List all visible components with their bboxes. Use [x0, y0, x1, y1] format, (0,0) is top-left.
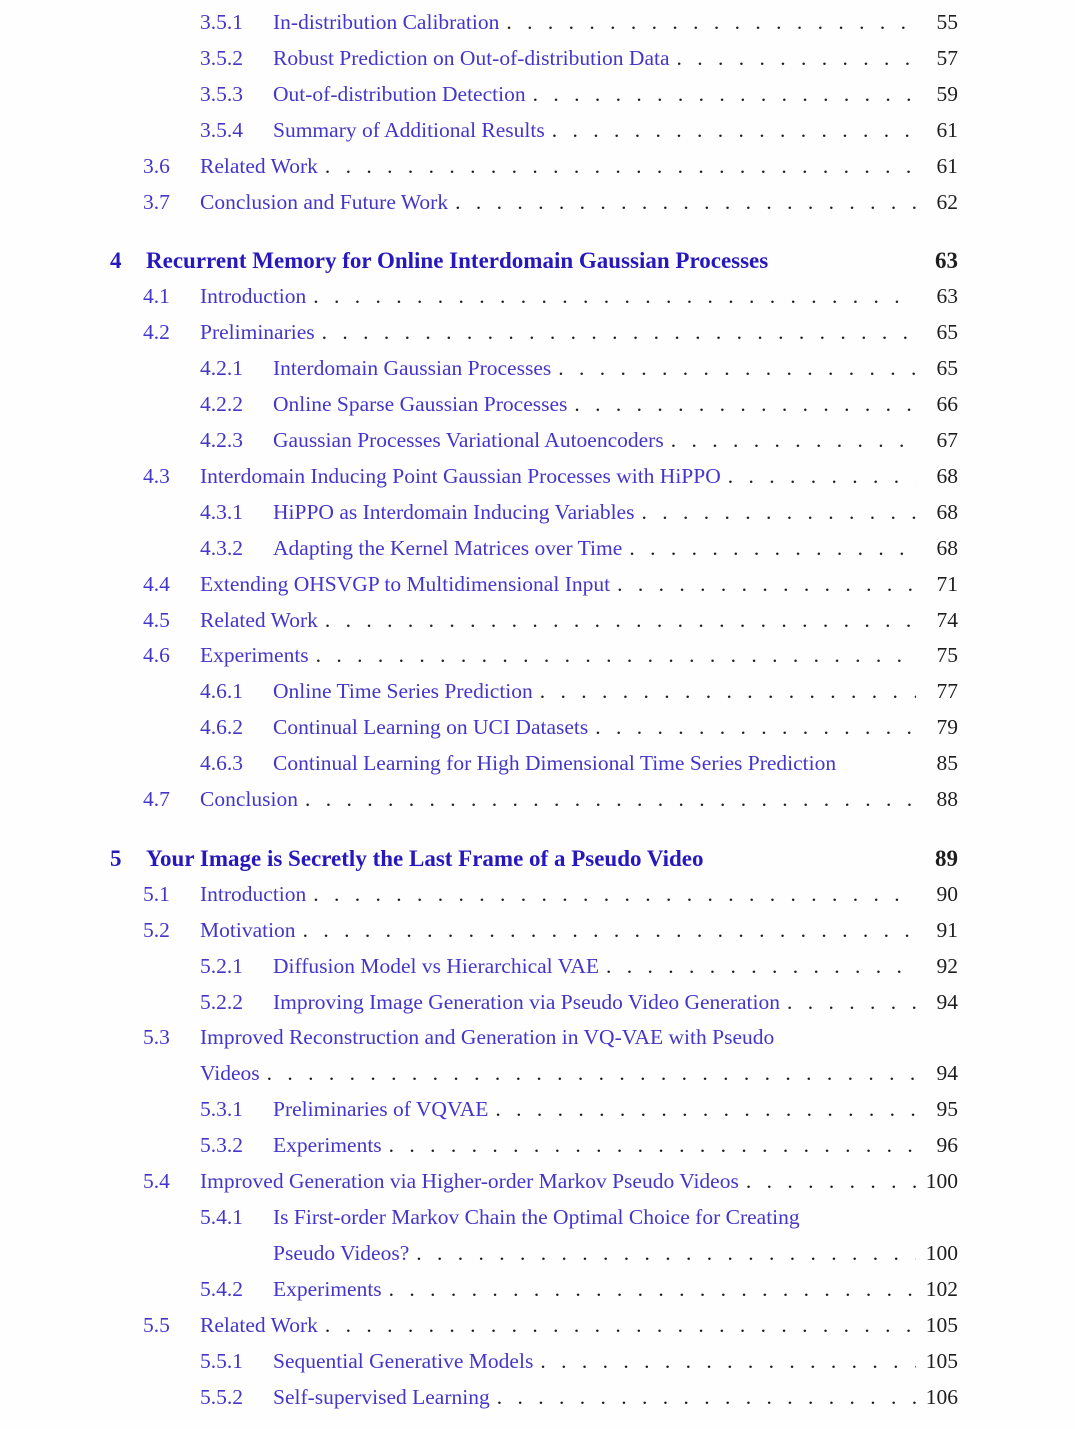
toc-entry-number[interactable]: 4.6.1 [200, 679, 243, 704]
toc-entry-number[interactable]: 4.3 [143, 463, 170, 488]
toc-entry-title[interactable]: Your Image is Secretly the Last Frame of a Pseudo Video [146, 845, 704, 871]
toc-entry-3.5.2 [110, 41, 958, 77]
dot-leader [313, 877, 916, 913]
toc-entry-title[interactable]: Diffusion Model vs Hierarchical VAE [273, 953, 600, 978]
toc-entry-title[interactable]: Continual Learning on UCI Datasets [273, 715, 589, 740]
toc-entry-title-continued[interactable]: Pseudo Videos? [273, 1240, 410, 1265]
toc-entry-title[interactable]: Experiments [200, 643, 309, 668]
toc-entry-number[interactable]: 5.1 [143, 881, 170, 906]
toc-entry-page: 96 [936, 1133, 958, 1158]
toc-entry-title[interactable]: Experiments [273, 1276, 382, 1301]
toc-entry-number[interactable]: 5.2.1 [200, 953, 243, 978]
dot-leader [325, 149, 916, 185]
toc-entry-number[interactable]: 4.2.1 [200, 356, 243, 381]
toc-entry-number[interactable]: 3.5.3 [200, 81, 243, 106]
toc-entry-page: 68 [936, 535, 958, 560]
toc-entry-5.5 [110, 1308, 958, 1344]
toc-entry-3.6 [110, 149, 958, 185]
dot-leader [641, 495, 916, 531]
toc-entry-5.3 [110, 1020, 958, 1056]
toc-entry-page: 65 [936, 356, 958, 381]
toc-entry-page: 65 [936, 320, 958, 345]
toc-entry-page: 102 [925, 1276, 958, 1301]
dot-leader [617, 567, 916, 603]
dot-leader [558, 351, 916, 387]
toc-entry-5.4.2 [110, 1272, 958, 1308]
toc-entry-title[interactable]: Related Work [200, 607, 318, 632]
toc-entry-title[interactable]: Preliminaries [200, 320, 315, 345]
toc-entry-5.2 [110, 913, 958, 949]
toc-entry-title[interactable]: Online Time Series Prediction [273, 679, 533, 704]
toc-entry-page: 94 [936, 989, 958, 1014]
toc-entry-title[interactable]: Experiments [273, 1133, 382, 1158]
dot-leader [325, 1308, 916, 1344]
dot-leader [540, 674, 916, 710]
dot-leader [303, 913, 916, 949]
toc-entry-title[interactable]: Adapting the Kernel Matrices over Time [273, 535, 623, 560]
toc-entry-number[interactable]: 5.3.1 [200, 1097, 243, 1122]
toc-entry-4.2.1 [110, 351, 958, 387]
toc-entry-number[interactable]: 4.5 [143, 607, 170, 632]
toc-entry-5.3-continuation [110, 1056, 958, 1092]
toc-entry-title[interactable]: Conclusion and Future Work [200, 189, 449, 214]
toc-entry-4.2.3 [110, 423, 958, 459]
toc-entry-3.5.4 [110, 113, 958, 149]
toc-entry-title[interactable]: Summary of Additional Results [273, 117, 545, 142]
toc-entry-4.7 [110, 782, 958, 818]
dot-leader [728, 459, 916, 495]
toc-entry-title[interactable]: Improving Image Generation via Pseudo Video Generation [273, 989, 781, 1014]
toc-entry-4.2.2 [110, 387, 958, 423]
toc-entry-title[interactable]: Recurrent Memory for Online Interdomain Gaussian Processes [146, 248, 769, 274]
toc-entry-title-continued[interactable]: Videos [200, 1061, 260, 1086]
toc-entry-number[interactable]: 4.6 [143, 643, 170, 668]
dot-leader [629, 531, 916, 567]
toc-entry-4 [110, 243, 958, 279]
toc-entry-3.5.1 [110, 5, 958, 41]
toc-entry-page: 95 [936, 1097, 958, 1122]
toc-entry-number[interactable]: 4.3.1 [200, 499, 243, 524]
toc-entry-title[interactable]: Extending OHSVGP to Multidimensional Input [200, 571, 611, 596]
toc-entry-page: 59 [936, 81, 958, 106]
toc-entry-4.6 [110, 638, 958, 674]
toc-entry-5.3.2 [110, 1128, 958, 1164]
dot-leader [316, 638, 916, 674]
toc-entry-number[interactable]: 5.4.1 [200, 1205, 243, 1229]
toc-entry-number[interactable]: 5.5 [143, 1312, 170, 1337]
toc-entry-page: 89 [935, 845, 958, 871]
toc-entry-page: 61 [936, 153, 958, 178]
toc-entry-page: 63 [935, 248, 958, 274]
toc-entry-title[interactable]: Related Work [200, 1312, 318, 1337]
toc-entry-number[interactable]: 4.2.3 [200, 427, 243, 452]
dot-leader [677, 41, 916, 77]
toc-entry-title[interactable]: Online Sparse Gaussian Processes [273, 392, 568, 417]
toc-entry-4.1 [110, 279, 958, 315]
dot-leader [506, 5, 916, 41]
toc-entry-page: 91 [936, 917, 958, 942]
toc-entry-title[interactable]: Improved Generation via Higher-order Markov Pseudo Videos [200, 1169, 739, 1194]
toc-entry-3.5.3 [110, 77, 958, 113]
toc-entry-4.6.3 [110, 746, 958, 782]
toc-entry-title[interactable]: Introduction [200, 881, 307, 906]
toc-entry-number[interactable]: 5.2.2 [200, 989, 243, 1014]
toc-entry-page: 57 [936, 45, 958, 70]
toc-entry-number[interactable]: 3.5.2 [200, 45, 243, 70]
toc-entry-5.4.1-continuation [110, 1236, 958, 1272]
toc-entry-number[interactable]: 3.7 [143, 189, 170, 214]
toc-entry-page: 71 [936, 571, 958, 596]
toc-entry-title[interactable]: Conclusion [200, 787, 298, 812]
toc-entry-5.3.1 [110, 1092, 958, 1128]
toc-entry-5.2.2 [110, 985, 958, 1021]
toc-entry-title[interactable]: Gaussian Processes Variational Autoencoders [273, 427, 664, 452]
dot-leader [389, 1128, 916, 1164]
dot-leader [671, 423, 916, 459]
dot-leader [305, 782, 916, 818]
dot-leader [455, 185, 916, 221]
toc-entry-title[interactable]: Preliminaries of VQVAE [273, 1097, 489, 1122]
toc-entry-4.3.1 [110, 495, 958, 531]
toc-entry-page: 68 [936, 463, 958, 488]
dot-leader [606, 949, 916, 985]
toc-entry-page: 77 [936, 679, 958, 704]
toc-entry-3.7 [110, 185, 958, 221]
dot-leader [313, 279, 916, 315]
toc-entry-page: 68 [936, 499, 958, 524]
toc-entry-number[interactable]: 5.5.1 [200, 1348, 243, 1373]
toc-entry-title[interactable]: HiPPO as Interdomain Inducing Variables [273, 499, 635, 524]
toc-entry-page: 67 [936, 427, 958, 452]
dot-leader [322, 315, 916, 351]
toc-entry-number[interactable]: 5.5.2 [200, 1384, 243, 1409]
toc-entry-5 [110, 841, 958, 877]
toc-entry-number[interactable]: 4.6.2 [200, 715, 243, 740]
toc-entry-number[interactable]: 5.3 [143, 1025, 170, 1050]
toc-entry-number[interactable]: 5.4 [143, 1169, 170, 1194]
toc-entry-page: 100 [925, 1169, 958, 1194]
toc-entry-number[interactable]: 4.2 [143, 320, 170, 345]
toc-entry-page: 62 [936, 189, 958, 214]
dot-leader [325, 603, 916, 639]
toc-entry-page: 105 [925, 1348, 958, 1373]
toc-entry-page: 66 [936, 392, 958, 417]
toc-entry-title[interactable]: Self-supervised Learning [273, 1384, 490, 1409]
toc-entry-4.4 [110, 567, 958, 603]
toc-entry-4.5 [110, 603, 958, 639]
toc-entry-page: 61 [936, 117, 958, 142]
toc-entry-number[interactable]: 3.6 [143, 153, 170, 178]
toc-entry-title[interactable]: Is First-order Markov Chain the Optimal Choice for Creating [273, 1205, 800, 1229]
toc-entry-4.2 [110, 315, 958, 351]
toc-entry-page: 92 [936, 953, 958, 978]
dot-leader [495, 1092, 916, 1128]
dot-leader [787, 985, 916, 1021]
toc-entry-number[interactable]: 4.3.2 [200, 535, 243, 560]
toc-entry-number[interactable]: 4.4 [143, 571, 170, 596]
toc-entry-number[interactable]: 4 [110, 248, 122, 274]
dot-leader [746, 1164, 916, 1200]
toc-entry-number[interactable]: 5.2 [143, 917, 170, 942]
toc-entry-title[interactable]: Improved Reconstruction and Generation in VQ-VAE with Pseudo [200, 1025, 775, 1050]
toc-entry-title[interactable]: Related Work [200, 153, 318, 178]
toc-entry-page: 90 [936, 881, 958, 906]
toc-entry-page: 105 [925, 1312, 958, 1337]
toc-entry-page: 75 [936, 643, 958, 668]
toc-entry-page: 79 [936, 715, 958, 740]
toc-entry-number[interactable]: 4.7 [143, 787, 170, 812]
toc-entry-title[interactable]: Robust Prediction on Out-of-distribution Data [273, 45, 670, 70]
toc-entry-number[interactable]: 5.3.2 [200, 1133, 243, 1158]
toc-entry-title[interactable]: Sequential Generative Models [273, 1348, 534, 1373]
toc-entry-5.1 [110, 877, 958, 913]
toc-entry-page: 106 [925, 1384, 958, 1409]
toc-entry-title[interactable]: Motivation [200, 917, 296, 942]
dot-leader [552, 113, 916, 149]
dot-leader [574, 387, 916, 423]
toc-entry-number[interactable]: 5 [110, 845, 122, 871]
dot-leader [416, 1236, 916, 1272]
dot-leader [497, 1380, 916, 1416]
toc-entry-number[interactable]: 4.1 [143, 284, 170, 309]
toc-entry-number[interactable]: 5.4.2 [200, 1276, 243, 1301]
dot-leader [533, 77, 916, 113]
toc-entry-number[interactable]: 4.2.2 [200, 392, 243, 417]
toc-entry-5.4.1 [110, 1200, 958, 1236]
toc-entry-page: 94 [936, 1061, 958, 1086]
toc-entry-5.5.2 [110, 1380, 958, 1416]
toc-entry-5.5.1 [110, 1344, 958, 1380]
toc-entry-title[interactable]: Interdomain Inducing Point Gaussian Processes with HiPPO [200, 463, 721, 488]
toc-entry-5.4 [110, 1164, 958, 1200]
toc-entry-page: 74 [936, 607, 958, 632]
toc-entry-page: 55 [936, 10, 958, 34]
dot-leader [267, 1056, 916, 1092]
toc-entry-title[interactable]: In-distribution Calibration [273, 10, 500, 34]
toc-entry-4.3.2 [110, 531, 958, 567]
toc-entry-page: 63 [936, 284, 958, 309]
toc-entry-page: 85 [936, 751, 958, 776]
toc-entry-number[interactable]: 4.6.3 [200, 751, 243, 776]
toc-entry-title[interactable]: Interdomain Gaussian Processes [273, 356, 552, 381]
toc-entry-page: 100 [925, 1240, 958, 1265]
toc-entry-4.3 [110, 459, 958, 495]
toc-entry-4.6.2 [110, 710, 958, 746]
dot-leader [540, 1344, 916, 1380]
toc-entry-number[interactable]: 3.5.1 [200, 10, 243, 34]
toc-entry-title[interactable]: Continual Learning for High Dimensional Time Series Prediction [273, 751, 837, 776]
toc-entry-4.6.1 [110, 674, 958, 710]
dot-leader [595, 710, 916, 746]
toc-entry-page: 88 [936, 787, 958, 812]
toc-entry-title[interactable]: Out-of-distribution Detection [273, 81, 526, 106]
toc-entry-title[interactable]: Introduction [200, 284, 307, 309]
toc-entry-number[interactable]: 3.5.4 [200, 117, 243, 142]
dot-leader [389, 1272, 916, 1308]
toc-entry-5.2.1 [110, 949, 958, 985]
